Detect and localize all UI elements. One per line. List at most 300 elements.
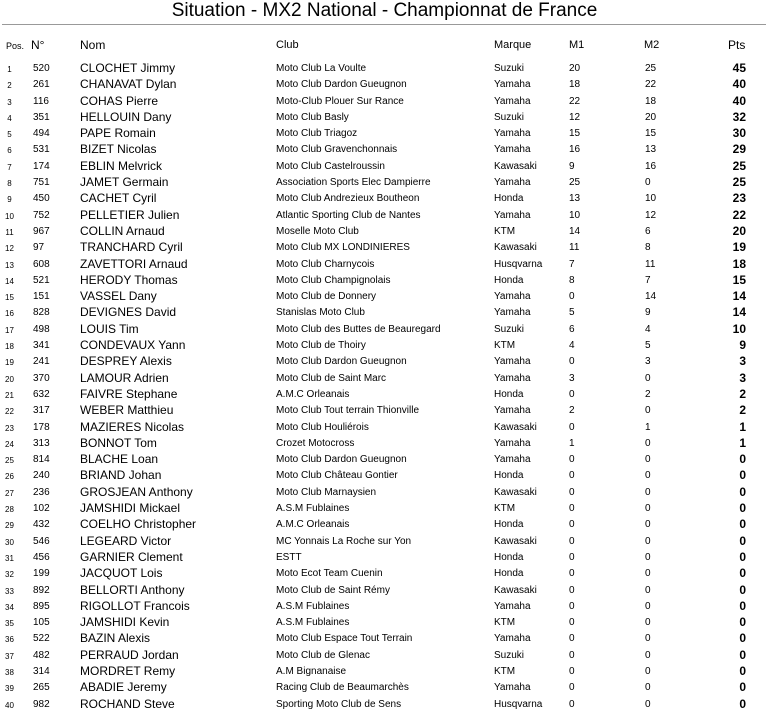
cell-pts: 0 — [739, 517, 746, 532]
header-club: Club — [276, 39, 299, 51]
cell-m1: 0 — [569, 633, 575, 645]
cell-m1: 0 — [569, 535, 575, 547]
cell-marque: Honda — [494, 470, 524, 482]
cell-m1: 0 — [569, 454, 575, 466]
cell-pts: 3 — [739, 370, 746, 385]
cell-pts: 1 — [739, 435, 746, 450]
cell-nom: LEGEARD Victor — [80, 533, 172, 548]
cell-pos: 19 — [5, 358, 14, 368]
cell-num: 174 — [33, 160, 50, 172]
table-row — [0, 191, 769, 207]
cell-marque: KTM — [494, 503, 516, 515]
cell-nom: BLACHE Loan — [80, 452, 159, 467]
cell-pos: 35 — [5, 619, 14, 629]
cell-pos: 18 — [5, 342, 14, 352]
cell-nom: BIZET Nicolas — [80, 142, 157, 157]
cell-marque: Yamaha — [494, 79, 531, 91]
cell-pts: 25 — [732, 175, 746, 190]
cell-club: Moselle Moto Club — [276, 225, 359, 237]
cell-marque: Kawasaki — [494, 486, 537, 498]
cell-nom: ZAVETTORI Arnaud — [80, 256, 188, 271]
cell-pos: 31 — [5, 553, 14, 563]
cell-m2: 0 — [645, 649, 651, 661]
cell-num: 814 — [33, 454, 50, 466]
cell-pos: 1 — [7, 65, 12, 74]
cell-num: 828 — [33, 307, 50, 319]
cell-num: 531 — [33, 144, 50, 156]
cell-nom: JACQUOT Lois — [80, 566, 163, 581]
header-m1: M1 — [569, 39, 585, 51]
cell-pos: 15 — [5, 293, 14, 303]
cell-club: Association Sports Elec Dampierre — [276, 177, 431, 189]
cell-pts: 23 — [732, 191, 746, 206]
cell-pos: 29 — [5, 521, 14, 531]
cell-m2: 25 — [645, 63, 657, 74]
table-row — [0, 534, 769, 550]
cell-pts: 29 — [732, 142, 746, 157]
cell-nom: WEBER Matthieu — [80, 403, 174, 418]
cell-pos: 25 — [5, 456, 14, 466]
cell-num: 199 — [33, 568, 50, 580]
cell-nom: DEVIGNES David — [80, 305, 177, 320]
cell-nom: JAMSHIDI Mickael — [80, 501, 181, 516]
table-row — [0, 501, 769, 517]
page-title: Situation - MX2 National - Championnat de France — [171, 0, 598, 21]
cell-m1: 15 — [569, 128, 581, 140]
cell-nom: DESPREY Alexis — [80, 354, 172, 369]
cell-pos: 23 — [5, 423, 14, 433]
cell-nom: BELLORTI Anthony — [80, 582, 185, 597]
cell-num: 521 — [33, 274, 50, 286]
cell-m1: 16 — [569, 144, 581, 156]
cell-pts: 22 — [732, 207, 746, 222]
cell-club: A.S.M Fublaines — [276, 600, 350, 612]
table-row — [0, 615, 769, 631]
cell-nom: FAIVRE Stephane — [80, 386, 178, 401]
cell-num: 313 — [33, 437, 50, 449]
cell-pos: 40 — [5, 700, 14, 710]
cell-m1: 0 — [569, 519, 575, 531]
cell-club: Moto Club de Donnery — [276, 291, 377, 303]
cell-marque: Yamaha — [494, 633, 531, 645]
header-num: N° — [31, 38, 45, 52]
table-row — [0, 142, 769, 158]
cell-m1: 0 — [569, 291, 575, 303]
header-pos: Pos. — [6, 41, 25, 51]
cell-marque: KTM — [494, 340, 516, 352]
cell-pts: 0 — [739, 631, 746, 646]
cell-m1: 0 — [569, 503, 575, 515]
cell-pts: 0 — [739, 501, 746, 516]
cell-num: 236 — [33, 486, 50, 498]
cell-marque: Suzuki — [494, 111, 525, 123]
table-row — [0, 305, 769, 321]
cell-m1: 0 — [569, 421, 575, 433]
cell-num: 341 — [33, 340, 50, 352]
cell-pos: 32 — [5, 570, 14, 580]
cell-nom: COLLIN Arnaud — [80, 223, 165, 238]
cell-m1: 0 — [569, 584, 575, 596]
table-row — [0, 680, 769, 696]
cell-club: A.S.M Fublaines — [276, 503, 350, 515]
cell-num: 751 — [33, 177, 50, 189]
cell-pos: 13 — [5, 260, 14, 270]
cell-nom: PERRAUD Jordan — [80, 647, 179, 662]
cell-pts: 0 — [739, 468, 746, 483]
cell-num: 482 — [33, 649, 50, 661]
cell-m2: 0 — [645, 486, 651, 498]
cell-num: 456 — [33, 551, 50, 563]
cell-club: MC Yonnais La Roche sur Yon — [276, 535, 412, 547]
cell-m2: 12 — [645, 209, 657, 221]
cell-club: Moto Club Champignolais — [276, 274, 391, 286]
cell-m1: 5 — [569, 307, 575, 319]
cell-marque: Yamaha — [494, 356, 531, 368]
table-row — [0, 257, 769, 273]
cell-marque: Honda — [494, 551, 524, 563]
cell-num: 241 — [33, 356, 50, 368]
cell-m2: 0 — [645, 454, 651, 466]
cell-pts: 9 — [739, 338, 746, 353]
cell-pts: 0 — [739, 566, 746, 581]
cell-marque: Suzuki — [494, 323, 525, 335]
cell-num: 895 — [33, 600, 50, 612]
cell-club: Moto Club Houliérois — [276, 421, 369, 433]
cell-nom: JAMET Germain — [80, 175, 169, 190]
cell-m2: 0 — [645, 698, 651, 710]
table-row — [0, 208, 769, 224]
table-row — [0, 403, 769, 419]
cell-club: Moto Club Marnaysien — [276, 486, 377, 498]
cell-pts: 32 — [732, 109, 746, 124]
cell-pts: 0 — [739, 582, 746, 597]
cell-club: A.M.C Orleanais — [276, 519, 350, 531]
cell-pos: 11 — [5, 227, 14, 237]
cell-nom: LOUIS Tim — [80, 321, 139, 336]
cell-m1: 0 — [569, 551, 575, 563]
cell-marque: Kawasaki — [494, 584, 537, 596]
cell-m1: 9 — [569, 160, 575, 172]
results-table — [0, 61, 769, 713]
cell-m1: 0 — [569, 486, 575, 498]
cell-club: Moto Club Triagoz — [276, 128, 358, 140]
cell-m2: 9 — [645, 307, 651, 319]
cell-pts: 15 — [732, 272, 746, 287]
cell-m2: 7 — [645, 274, 651, 286]
cell-m1: 10 — [569, 209, 581, 221]
cell-pts: 30 — [732, 126, 746, 141]
cell-m2: 5 — [645, 340, 651, 352]
table-row — [0, 664, 769, 680]
cell-nom: MAZIERES Nicolas — [80, 419, 185, 434]
cell-num: 317 — [33, 405, 50, 417]
cell-pos: 36 — [5, 635, 14, 645]
table-row — [0, 599, 769, 615]
cell-pts: 40 — [732, 77, 746, 92]
cell-pos: 24 — [5, 439, 14, 449]
cell-pos: 9 — [7, 195, 12, 205]
cell-m1: 0 — [569, 600, 575, 612]
cell-marque: Honda — [494, 193, 524, 205]
cell-pts: 0 — [739, 598, 746, 613]
cell-num: 105 — [33, 617, 50, 629]
cell-pts: 14 — [732, 305, 746, 320]
cell-m1: 20 — [569, 63, 581, 74]
cell-num: 967 — [33, 225, 50, 237]
cell-nom: ABADIE Jeremy — [80, 680, 167, 695]
cell-marque: Yamaha — [494, 405, 531, 417]
cell-m1: 0 — [569, 682, 575, 694]
cell-nom: CLOCHET Jimmy — [80, 61, 176, 75]
cell-pos: 7 — [7, 162, 12, 172]
cell-club: Moto Club Dardon Gueugnon — [276, 454, 407, 466]
cell-num: 261 — [33, 79, 50, 91]
table-row — [0, 94, 769, 110]
cell-nom: EBLIN Melvrick — [80, 158, 163, 173]
cell-pos: 5 — [7, 130, 12, 140]
table-row — [0, 322, 769, 338]
cell-nom: PAPE Romain — [80, 126, 156, 141]
cell-pos: 27 — [5, 488, 14, 498]
cell-club: ESTT — [276, 551, 302, 563]
cell-nom: CHANAVAT Dylan — [80, 77, 177, 92]
cell-m2: 13 — [645, 144, 657, 156]
cell-pos: 37 — [5, 651, 14, 661]
cell-pts: 14 — [732, 289, 746, 304]
cell-m1: 0 — [569, 470, 575, 482]
cell-num: 982 — [33, 698, 50, 710]
cell-m2: 0 — [645, 665, 651, 677]
cell-marque: Honda — [494, 388, 524, 400]
cell-m1: 7 — [569, 258, 575, 270]
table-row — [0, 289, 769, 305]
cell-pos: 21 — [5, 390, 14, 400]
table-row — [0, 175, 769, 191]
cell-pts: 0 — [739, 663, 746, 678]
cell-m1: 6 — [569, 323, 575, 335]
cell-m1: 2 — [569, 405, 575, 417]
cell-pos: 6 — [7, 146, 12, 156]
cell-num: 632 — [33, 388, 50, 400]
cell-pts: 0 — [739, 647, 746, 662]
cell-marque: Yamaha — [494, 209, 531, 221]
cell-club: Moto Club Dardon Gueugnon — [276, 79, 407, 91]
table-row — [0, 371, 769, 387]
cell-club: Crozet Motocross — [276, 437, 355, 449]
cell-marque: Honda — [494, 568, 524, 580]
cell-marque: Yamaha — [494, 177, 531, 189]
cell-pos: 22 — [5, 407, 14, 417]
cell-marque: Yamaha — [494, 291, 531, 303]
cell-nom: BONNOT Tom — [80, 435, 157, 450]
table-row — [0, 648, 769, 664]
table-row — [0, 468, 769, 484]
table-row — [0, 273, 769, 289]
cell-pts: 3 — [739, 354, 746, 369]
cell-num: 265 — [33, 682, 50, 694]
cell-m1: 18 — [569, 79, 581, 91]
cell-pos: 26 — [5, 472, 14, 482]
cell-num: 97 — [33, 242, 45, 254]
cell-marque: Honda — [494, 519, 524, 531]
cell-nom: LAMOUR Adrien — [80, 370, 169, 385]
cell-marque: Husqvarna — [494, 698, 543, 710]
cell-m2: 0 — [645, 177, 651, 189]
cell-num: 752 — [33, 209, 50, 221]
table-row — [0, 110, 769, 126]
cell-m2: 2 — [645, 388, 651, 400]
cell-m1: 0 — [569, 698, 575, 710]
cell-marque: Husqvarna — [494, 258, 543, 270]
cell-m1: 0 — [569, 356, 575, 368]
cell-m1: 0 — [569, 568, 575, 580]
cell-nom: ROCHAND Steve — [80, 696, 175, 711]
cell-club: Racing Club de Beaumarchès — [276, 682, 409, 694]
cell-nom: HELLOUIN Dany — [80, 109, 172, 124]
cell-club: Moto Club Dardon Gueugnon — [276, 356, 407, 368]
header-marque: Marque — [494, 39, 532, 51]
cell-num: 314 — [33, 665, 50, 677]
cell-pos: 8 — [7, 179, 12, 189]
table-row — [0, 354, 769, 370]
cell-pos: 14 — [5, 276, 14, 286]
cell-nom: GROSJEAN Anthony — [80, 484, 193, 499]
table-row — [0, 240, 769, 256]
header-nom: Nom — [80, 38, 106, 52]
cell-club: Stanislas Moto Club — [276, 307, 365, 319]
cell-m1: 1 — [569, 437, 575, 449]
title-divider — [2, 24, 766, 25]
cell-num: 370 — [33, 372, 50, 384]
cell-nom: CONDEVAUX Yann — [80, 338, 186, 353]
cell-club: Moto Club des Buttes de Beauregard — [276, 323, 441, 335]
cell-nom: VASSEL Dany — [80, 289, 157, 304]
cell-m2: 15 — [645, 128, 657, 140]
cell-marque: Yamaha — [494, 437, 531, 449]
cell-pts: 0 — [739, 549, 746, 564]
cell-m2: 0 — [645, 568, 651, 580]
cell-m2: 18 — [645, 95, 657, 107]
cell-m2: 22 — [645, 79, 657, 91]
table-row — [0, 550, 769, 566]
table-row — [0, 338, 769, 354]
cell-pts: 0 — [739, 533, 746, 548]
cell-marque: Yamaha — [494, 128, 531, 140]
cell-pts: 0 — [739, 484, 746, 499]
cell-club: Moto Club MX LONDINIERES — [276, 242, 410, 254]
cell-m1: 13 — [569, 193, 581, 205]
cell-nom: RIGOLLOT Francois — [80, 598, 190, 613]
cell-nom: CACHET Cyril — [80, 191, 157, 206]
table-row — [0, 420, 769, 436]
cell-pos: 10 — [5, 211, 14, 221]
cell-m2: 14 — [645, 291, 657, 303]
cell-m1: 14 — [569, 225, 581, 237]
table-row — [0, 436, 769, 452]
cell-club: Moto Club Gravenchonnais — [276, 144, 398, 156]
cell-m2: 0 — [645, 437, 651, 449]
table-row — [0, 77, 769, 93]
cell-marque: Yamaha — [494, 682, 531, 694]
cell-club: Moto Club Basly — [276, 111, 349, 123]
cell-nom: PELLETIER Julien — [80, 207, 180, 222]
cell-m2: 20 — [645, 111, 657, 123]
cell-pos: 28 — [5, 505, 14, 515]
cell-num: 178 — [33, 421, 50, 433]
cell-club: Moto Club de Saint Marc — [276, 372, 387, 384]
cell-pts: 10 — [732, 321, 746, 336]
cell-club: Moto Ecot Team Cuenin — [276, 568, 383, 580]
cell-pos: 2 — [7, 81, 12, 91]
table-row — [0, 631, 769, 647]
cell-marque: KTM — [494, 225, 516, 237]
table-row — [0, 517, 769, 533]
cell-m1: 0 — [569, 649, 575, 661]
cell-m2: 8 — [645, 242, 651, 254]
cell-club: Moto Club Andrezieux Boutheon — [276, 193, 420, 205]
cell-marque: Kawasaki — [494, 242, 537, 254]
table-row — [0, 583, 769, 599]
cell-marque: Yamaha — [494, 95, 531, 107]
cell-num: 450 — [33, 193, 50, 205]
cell-pts: 25 — [732, 158, 746, 173]
cell-m2: 1 — [645, 421, 651, 433]
cell-m2: 0 — [645, 535, 651, 547]
table-row — [0, 697, 769, 713]
cell-pos: 38 — [5, 667, 14, 677]
cell-pos: 12 — [5, 244, 14, 254]
cell-num: 102 — [33, 503, 50, 515]
cell-marque: Honda — [494, 274, 524, 286]
cell-pos: 34 — [5, 602, 14, 612]
cell-m1: 0 — [569, 665, 575, 677]
cell-pts: 40 — [732, 93, 746, 108]
table-row — [0, 566, 769, 582]
cell-pos: 33 — [5, 586, 14, 596]
cell-m2: 6 — [645, 225, 651, 237]
cell-m2: 16 — [645, 160, 657, 172]
cell-nom: COHAS Pierre — [80, 93, 159, 108]
cell-num: 116 — [33, 95, 49, 107]
cell-num: 498 — [33, 323, 50, 335]
cell-nom: MORDRET Remy — [80, 663, 176, 678]
cell-num: 432 — [33, 519, 50, 531]
cell-pos: 17 — [5, 325, 14, 335]
cell-m2: 0 — [645, 372, 651, 384]
cell-club: A.S.M Fublaines — [276, 617, 350, 629]
cell-marque: Kawasaki — [494, 160, 537, 172]
cell-m2: 3 — [645, 356, 651, 368]
cell-marque: Yamaha — [494, 454, 531, 466]
cell-club: Moto Club Espace Tout Terrain — [276, 633, 413, 645]
cell-marque: Kawasaki — [494, 421, 537, 433]
cell-marque: Suzuki — [494, 63, 525, 74]
cell-m1: 12 — [569, 111, 581, 123]
cell-pos: 39 — [5, 684, 14, 694]
cell-num: 494 — [33, 128, 50, 140]
cell-nom: GARNIER Clement — [80, 549, 183, 564]
cell-pos: 4 — [7, 113, 12, 123]
cell-pts: 20 — [732, 223, 746, 238]
cell-marque: Yamaha — [494, 600, 531, 612]
cell-club: Moto Club Château Gontier — [276, 470, 398, 482]
cell-m1: 0 — [569, 388, 575, 400]
cell-pos: 30 — [5, 537, 14, 547]
cell-num: 151 — [33, 291, 50, 303]
cell-club: A.M.C Orleanais — [276, 388, 350, 400]
cell-pts: 19 — [732, 240, 746, 255]
cell-club: Sporting Moto Club de Sens — [276, 698, 402, 710]
